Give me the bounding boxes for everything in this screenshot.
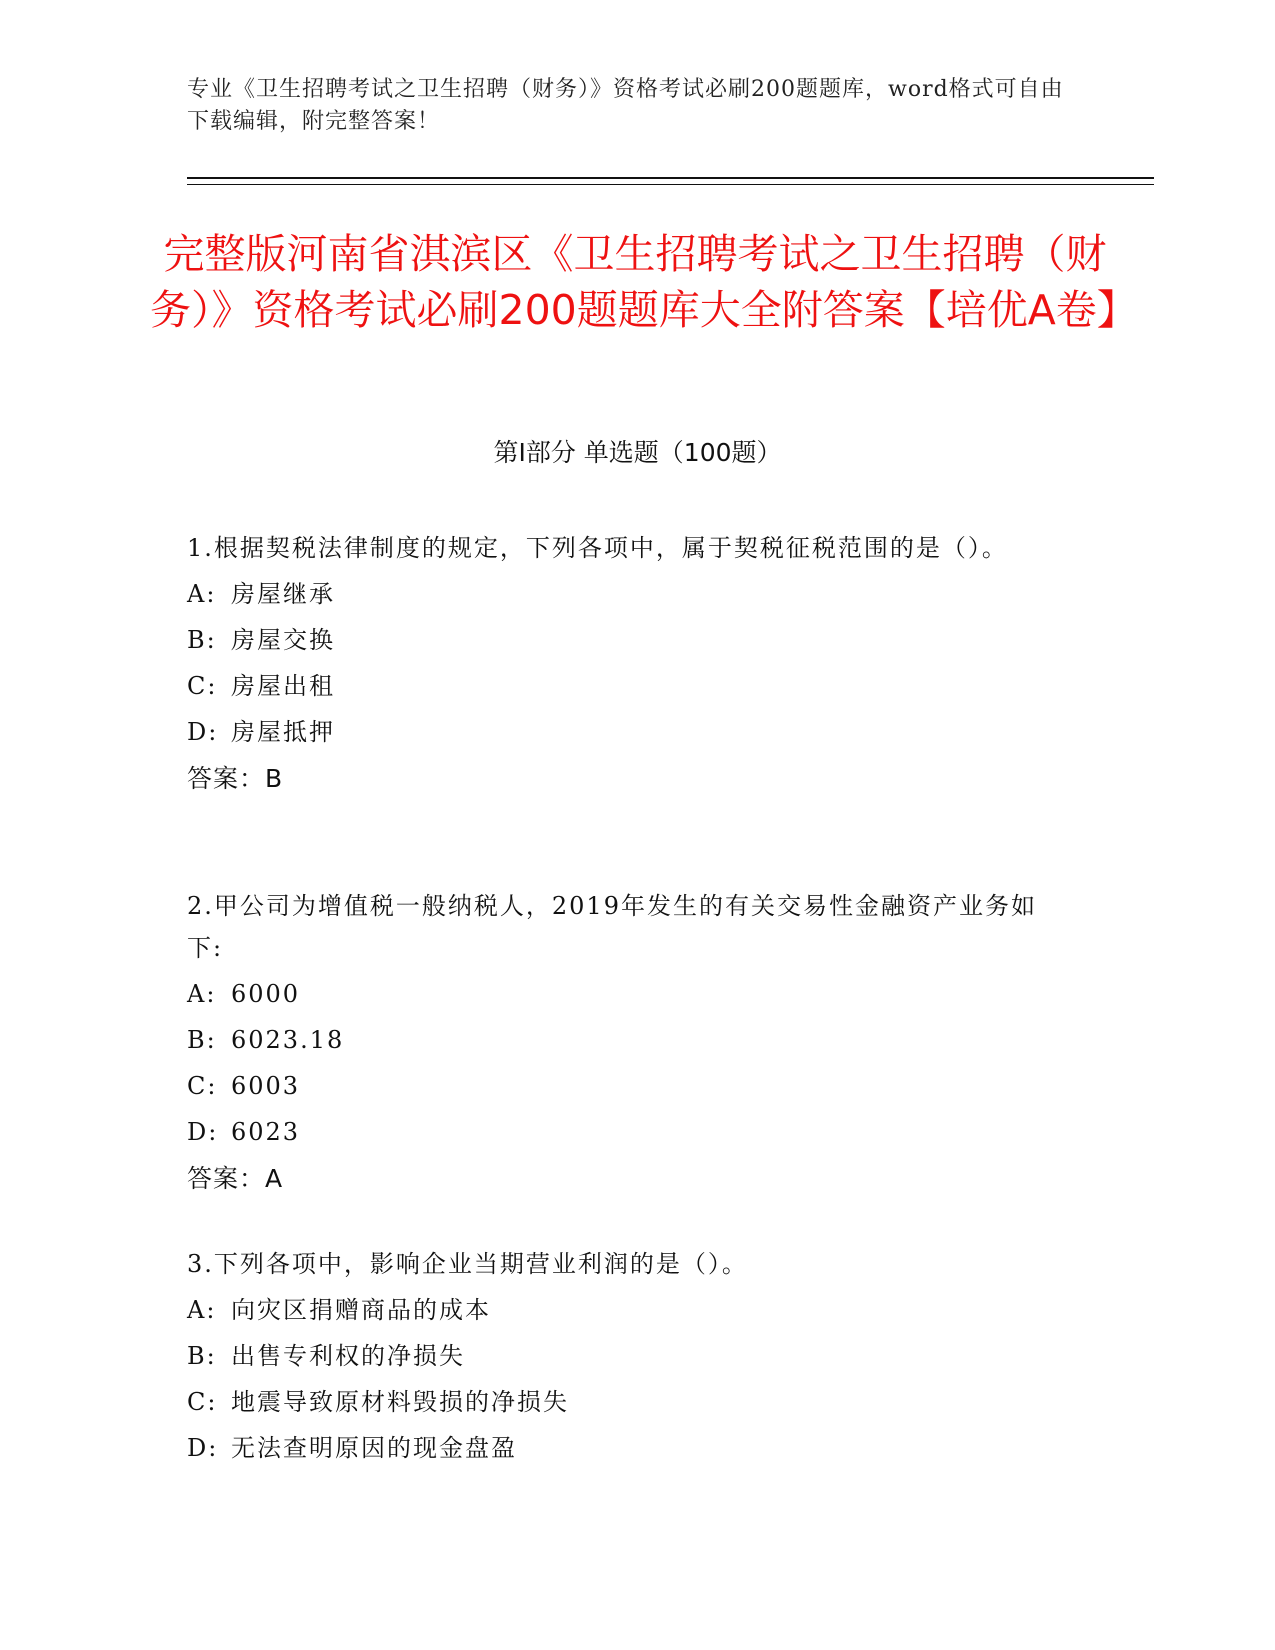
option-key: B:: [187, 1342, 217, 1370]
option-text: 房屋出租: [231, 672, 335, 700]
option-c: [187, 1381, 1067, 1427]
option-text: 6023.18: [231, 1026, 345, 1054]
option-a: [187, 573, 1067, 619]
option-key: C:: [187, 1388, 218, 1416]
answer: 答案：B: [187, 764, 284, 793]
question-1: [187, 527, 1067, 801]
option-key: A:: [187, 580, 217, 608]
option-key: D:: [187, 1434, 219, 1462]
option-b: [187, 619, 1067, 665]
option-text: 地震导致原材料毁损的净损失: [231, 1388, 569, 1416]
option-key: D:: [187, 1118, 219, 1146]
document-title: 完整版河南省淇滨区《卫生招聘考试之卫生招聘（财务）》资格考试必刷200题题库大全附答案【培优A卷】: [150, 230, 1138, 334]
option-b: [187, 1019, 1067, 1065]
option-key: B:: [187, 626, 217, 654]
option-d: [187, 1427, 1067, 1473]
option-key: A:: [187, 980, 217, 1008]
header-divider-thin: [187, 184, 1154, 185]
option-key: C:: [187, 1072, 218, 1100]
option-text: 房屋继承: [231, 580, 335, 608]
option-key: D:: [187, 718, 219, 746]
header-note: 专业《卫生招聘考试之卫生招聘（财务）》资格考试必刷200题题库，word格式可自由下载编辑，附完整答案！: [187, 77, 1064, 134]
option-a: [187, 973, 1067, 1019]
option-key: B:: [187, 1026, 217, 1054]
question-stem: 3.下列各项中，影响企业当期营业利润的是（）。: [187, 1250, 748, 1278]
option-text: 出售专利权的净损失: [231, 1342, 465, 1370]
question-2: [187, 885, 1067, 1201]
option-text: 6000: [231, 980, 301, 1008]
option-key: C:: [187, 672, 218, 700]
option-key: A:: [187, 1296, 217, 1324]
option-d: [187, 711, 1067, 757]
option-text: 房屋交换: [231, 626, 335, 654]
option-c: [187, 665, 1067, 711]
option-text: 无法查明原因的现金盘盈: [231, 1434, 517, 1462]
option-c: [187, 1065, 1067, 1111]
option-b: [187, 1335, 1067, 1381]
option-d: [187, 1111, 1067, 1157]
option-text: 向灾区捐赠商品的成本: [231, 1296, 491, 1324]
option-a: [187, 1289, 1067, 1335]
option-text: 房屋抵押: [231, 718, 335, 746]
option-text: 6023: [231, 1118, 301, 1146]
header-divider-thick: [187, 177, 1154, 179]
answer: 答案：A: [187, 1164, 284, 1193]
question-stem: 1.根据契税法律制度的规定，下列各项中，属于契税征税范围的是（）。: [187, 534, 1008, 562]
section-heading: 第Ⅰ部分 单选题（100题）: [493, 438, 782, 467]
question-stem: 2.甲公司为增值税一般纳税人，2019年发生的有关交易性金融资产业务如下:: [187, 892, 1037, 962]
question-3: [187, 1243, 1067, 1473]
option-text: 6003: [231, 1072, 301, 1100]
